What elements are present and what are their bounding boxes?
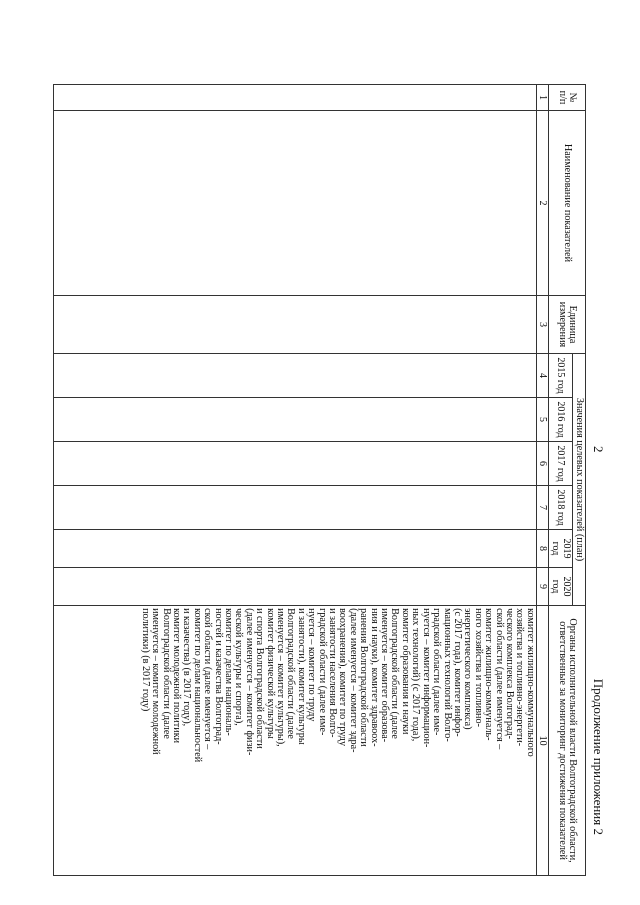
header-2016: 2016 год [548, 398, 572, 442]
column-number: 1 [536, 85, 548, 111]
column-number: 4 [536, 354, 548, 398]
column-number: 10 [536, 606, 548, 876]
header-2019: 2019 год [548, 530, 572, 568]
table-row [53, 85, 536, 876]
indicators-table [53, 84, 586, 876]
column-number: 8 [536, 530, 548, 568]
header-name: Наименование показателей [548, 111, 585, 296]
header-num: № п/п [548, 85, 585, 111]
cell-num [53, 85, 536, 111]
cell-2020 [53, 568, 536, 606]
column-number: 7 [536, 486, 548, 530]
column-number: 5 [536, 398, 548, 442]
header-2018: 2018 год [548, 486, 572, 530]
cell-2019 [53, 530, 536, 568]
cell-2018 [53, 486, 536, 530]
cell-2017 [53, 442, 536, 486]
page-number: 2 [591, 446, 606, 453]
cell-2016 [53, 398, 536, 442]
continuation-heading: Продолжение приложения 2 [591, 678, 606, 835]
cell-authorities: комитет жилищно-коммунального хозяйства и топливно-энергети- ческого комплекса Волгоград- ской области (далее именуется – комитет жилищно-коммуналь- ного хозяйства и топливно- энергетического комплекса) (с 2017 года), комитет инфор- мационных технологий Волго- градской области (далее име- нуется – комитет информацион- ных технологий) (с 2017 года), комитет образования и науки Волгоградской области (далее именуется – комитет образова- ния и науки), комитет здравоох- ранения Волгоградской области (далее именуется – комитет здра- воохранения), комитет по труду и занятости населения Волго- градской области (далее име- нуется – комитет по труду и занятости), комитет культуры Волгоградской области (далее именуется – комитет культуры), комитет физической культуры и спорта Волгоградской области (далее именуется – комитет физи- ческой культуры и спорта), комитет по делам националь- ностей и казачества Волгоград- ской области (далее именуется – комитет по делам национальностей и казачества) (в 2017 году), комитет молодежной политики Волгоградской области (далее именуется – комитет молодежной политики) (в 2017 году) [53, 606, 536, 876]
header-2017: 2017 год [548, 442, 572, 486]
header-authorities: Органы исполнительной власти Волгоградской области, ответственные за мониторинг достижения показателей [548, 606, 585, 876]
column-number: 9 [536, 568, 548, 606]
column-number: 3 [536, 296, 548, 354]
column-numbers-row [536, 85, 548, 876]
column-number: 2 [536, 111, 548, 296]
cell-name [53, 111, 536, 296]
header-2020: 2020 год [548, 568, 572, 606]
column-number: 6 [536, 442, 548, 486]
cell-2015 [53, 354, 536, 398]
cell-unit [53, 296, 536, 354]
header-values-group: Значения целевых показателей (план) [572, 354, 585, 606]
header-2015: 2015 год [548, 354, 572, 398]
header-unit: Единица измерения [548, 296, 585, 354]
